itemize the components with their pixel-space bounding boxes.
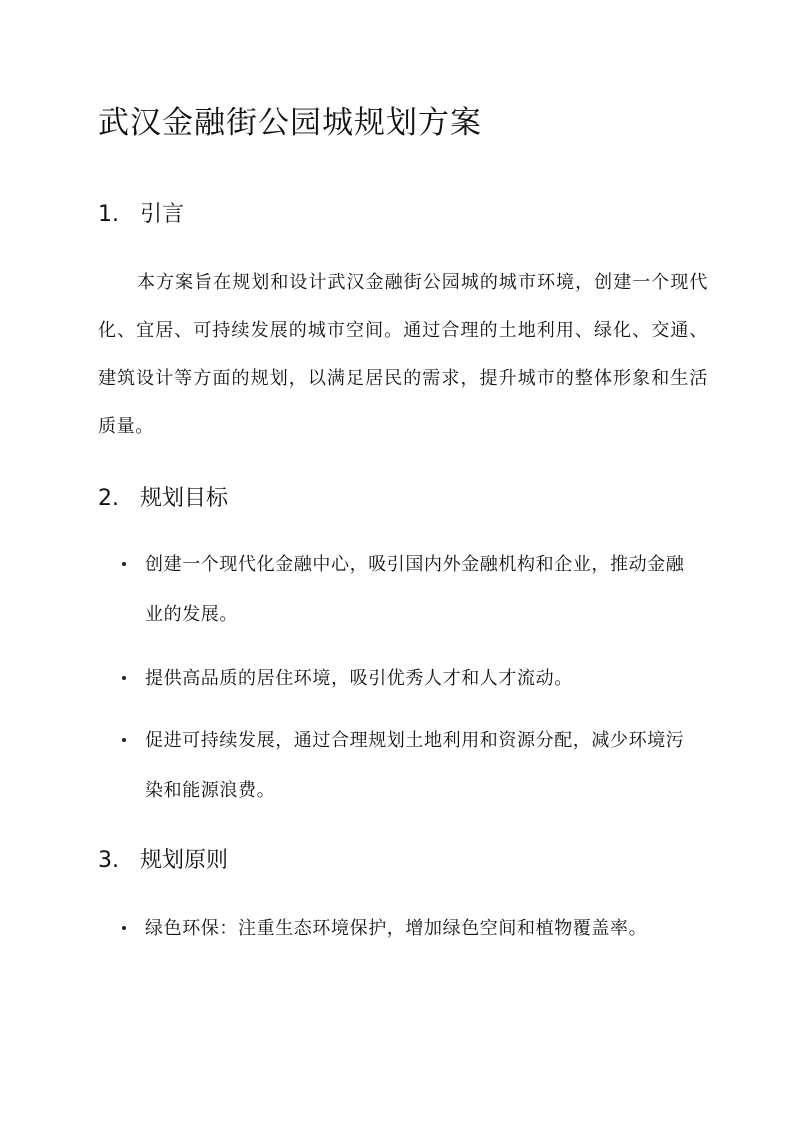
bullet-icon [122, 562, 126, 566]
list-item-text: 提供高品质的居住环境，吸引优秀人才和人才流动。 [145, 668, 573, 689]
list-item-text: 创建一个现代化金融中心，吸引国内外金融机构和企业，推动金融业的发展。 [145, 554, 685, 625]
section-heading-introduction [98, 197, 184, 228]
section-title: 规划原则 [140, 848, 229, 873]
bullet-icon [122, 676, 126, 680]
introduction-paragraph: 本方案旨在规划和设计武汉金融街公园城的城市环境，创建一个现代化、宜居、可持续发展的城市空间。通过合理的土地利用、绿化、交通、建筑设计等方面的规划，以满足居民的需求，提升城市的整体形象和生活质量。 [98, 272, 708, 437]
section-number: 1. [98, 202, 119, 227]
section-number: 2. [98, 486, 119, 511]
document-title: 武汉金融街公园城规划方案 [98, 105, 482, 141]
bullet-icon [122, 926, 126, 930]
section-heading-principles [98, 843, 228, 874]
section-number: 3. [98, 848, 119, 873]
list-item-text: 绿色环保：注重生态环境保护，增加绿色空间和植物覆盖率。 [145, 918, 648, 939]
section-heading-goals [98, 481, 228, 512]
bullet-icon [122, 738, 126, 742]
section-title: 规划目标 [140, 486, 229, 511]
list-item-text: 促进可持续发展，通过合理规划土地利用和资源分配，减少环境污染和能源浪费。 [145, 730, 685, 801]
section-title: 引言 [140, 202, 185, 227]
